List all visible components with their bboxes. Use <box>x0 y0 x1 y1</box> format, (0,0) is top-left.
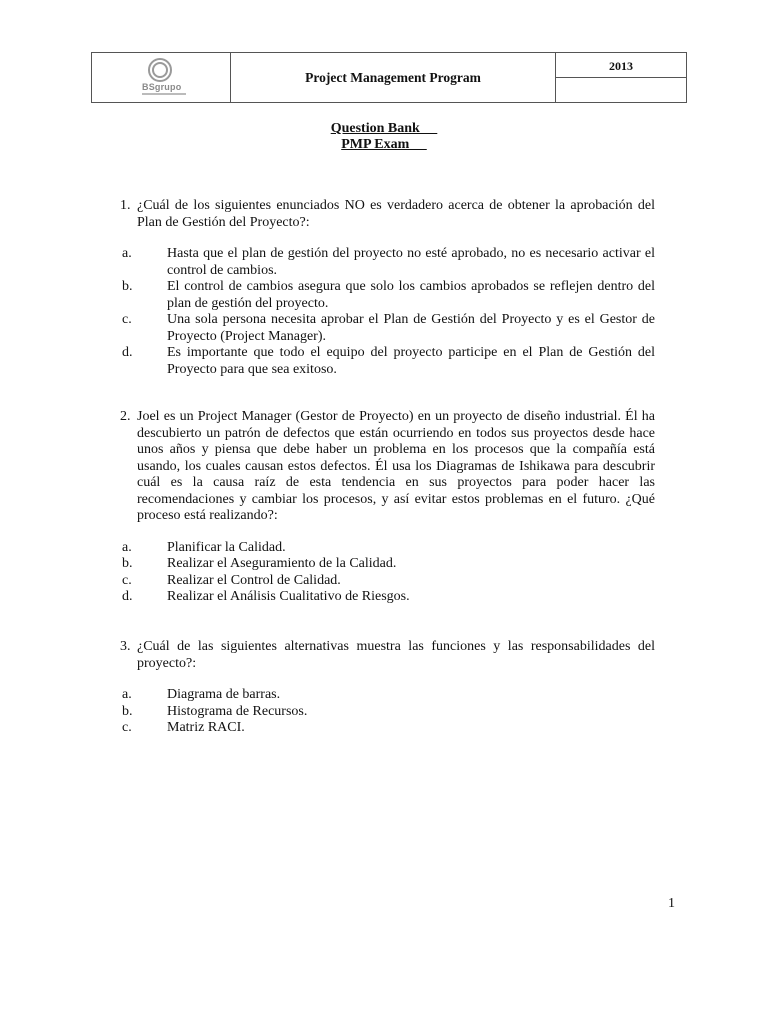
logo-inner-ring-icon <box>152 62 168 78</box>
option-text: Realizar el Análisis Cualitativo de Riesgos. <box>167 589 410 604</box>
question-text: ¿Cuál de los siguientes enunciados NO es verdadero acerca de obtener la aprobación del Plan de Gestión del Proyecto?: <box>137 198 655 230</box>
option-text: Matriz RACI. <box>167 720 245 735</box>
option-item <box>122 573 655 590</box>
heading-line-2 <box>0 137 768 152</box>
option-letter: b. <box>122 703 133 719</box>
option-item <box>122 345 655 378</box>
company-logo <box>142 58 186 98</box>
option-text: Diagrama de barras. <box>167 687 281 702</box>
option-text: Hasta que el plan de gestión del proyecto no esté aprobado, no es necesario activar el control de cambios. <box>167 246 655 278</box>
option-letter: c. <box>122 312 132 327</box>
option-text: Realizar el Control de Calidad. <box>167 572 341 588</box>
question-1 <box>120 198 655 378</box>
page-number: 1 <box>668 896 675 911</box>
option-item <box>122 312 655 345</box>
option-letter: b. <box>122 279 133 294</box>
option-letter: d. <box>122 345 133 360</box>
year-label: 2013 <box>556 53 686 78</box>
option-letter: d. <box>122 589 133 604</box>
option-item <box>122 720 655 737</box>
option-letter: a. <box>122 539 132 555</box>
question-text: Joel es un Project Manager (Gestor de Proyecto) en un proyecto de diseño industrial. Él ha descubierto un patrón de defectos que están ocurriendo en todos sus proyectos desde hace unos años y piensa que debe haber un problema en los procesos que la compañía está usando, los cuales causan estos defectos. Él usa los Diagramas de Ishikawa para descubrir cuál es la causa raíz de esta tendencia en sus proyectos para poder hacer las recomendaciones y cambiar los procesos, y así evitar estos problemas en el futuro. ¿Qué proceso está realizando?: <box>137 409 655 523</box>
option-text: Planificar la Calidad. <box>167 539 286 555</box>
question-text: ¿Cuál de las siguientes alternativas muestra las funciones y las responsabilidades del proyecto?: <box>137 639 655 671</box>
option-letter: c. <box>122 720 132 735</box>
question-number: 3. <box>120 639 131 654</box>
header-table <box>91 52 687 103</box>
options-list <box>122 687 655 737</box>
logo-text: BSgrupo <box>142 82 182 92</box>
question-2 <box>120 409 655 606</box>
year-empty-row <box>556 78 686 102</box>
option-item <box>122 704 655 721</box>
option-text: Histograma de Recursos. <box>167 703 308 719</box>
option-text: El control de cambios asegura que solo los cambios aprobados se reflejen dentro del plan de gestión del proyecto. <box>167 279 655 311</box>
option-letter: a. <box>122 246 132 261</box>
heading-question-bank: Question Bank <box>330 121 438 136</box>
option-text: Es importante que todo el equipo del proyecto participe en el Plan de Gestión del Proyecto para que sea exitoso. <box>167 345 655 377</box>
options-list <box>122 540 655 606</box>
option-letter: c. <box>122 572 132 588</box>
option-text: Una sola persona necesita aprobar el Plan de Gestión del Proyecto y es el Gestor de Proyecto (Project Manager). <box>167 312 655 344</box>
option-item <box>122 279 655 312</box>
heading-line-1 <box>0 121 768 136</box>
option-item <box>122 589 655 606</box>
program-title: Project Management Program <box>231 53 556 103</box>
option-text: Realizar el Aseguramiento de la Calidad. <box>167 556 397 571</box>
options-list <box>122 246 655 378</box>
year-cell <box>556 53 687 103</box>
heading-pmp-exam: PMP Exam <box>341 137 427 152</box>
option-item <box>122 687 655 704</box>
option-item <box>122 246 655 279</box>
logo-cell <box>92 53 231 103</box>
option-item <box>122 540 655 557</box>
question-3 <box>120 639 655 737</box>
option-letter: b. <box>122 556 133 571</box>
question-number: 2. <box>120 409 131 424</box>
question-number: 1. <box>120 198 131 213</box>
logo-tagline-line <box>142 93 186 95</box>
option-letter: a. <box>122 687 132 702</box>
option-item <box>122 556 655 573</box>
